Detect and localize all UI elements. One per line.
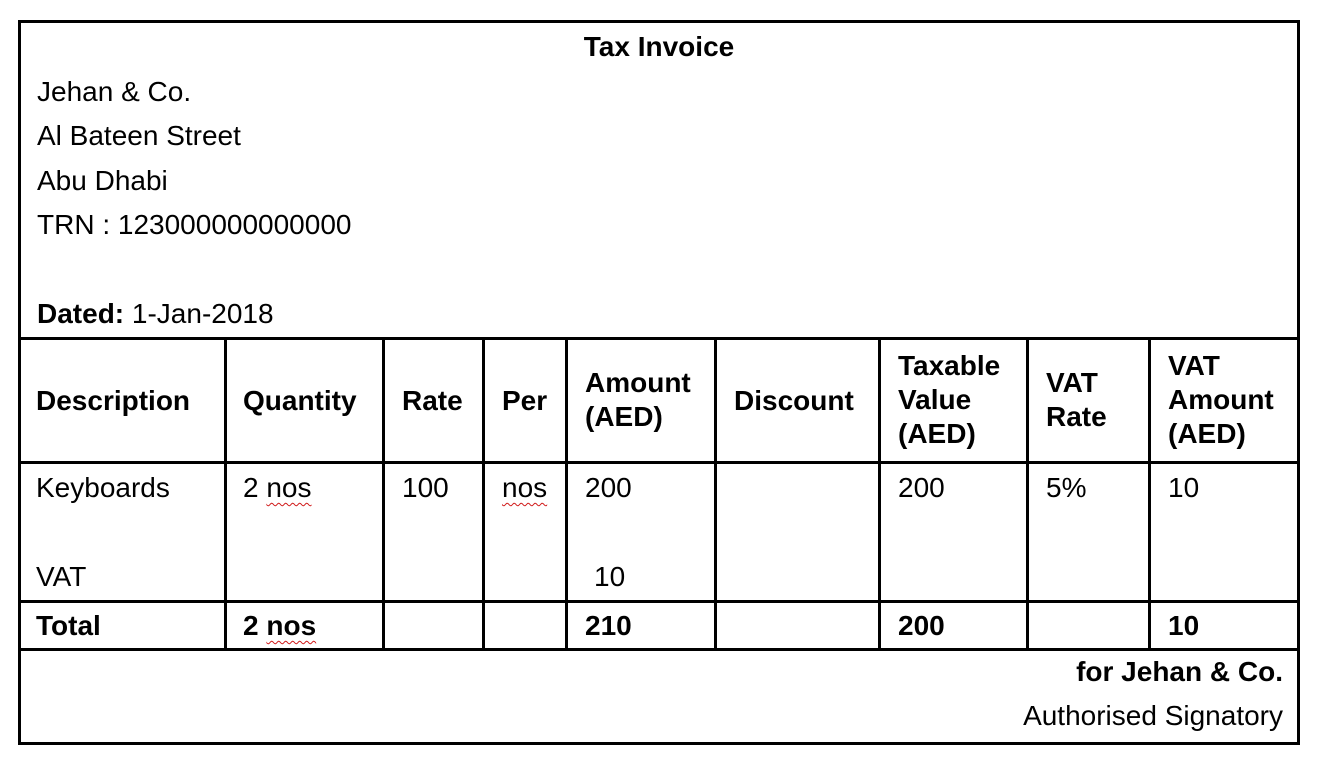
header-taxable-line2: Value [898,384,972,415]
total-quantity [243,609,316,643]
vat-row-label: VAT [36,561,87,592]
company-name: Jehan & Co. [37,76,192,107]
col-divider-6 [878,340,881,651]
header-vat-amount-line3: (AED) [1168,418,1246,449]
col-divider-7 [1026,340,1029,651]
invoice-frame [18,20,1300,745]
header-rate: Rate [402,385,463,416]
total-vat-amount: 10 [1168,610,1200,641]
header-discount: Discount [734,385,854,416]
header-taxable-value [898,349,1000,451]
col-divider-4 [565,340,568,651]
rule-total-bottom [21,648,1297,651]
company-street: Al Bateen Street [37,120,241,151]
header-amount-line2: (AED) [585,401,663,432]
total-taxable-value: 200 [898,610,945,641]
header-vat-amount [1168,349,1274,451]
total-quantity-unit: nos [266,610,317,641]
footer-for-company: for Jehan & Co. [1076,656,1283,687]
header-quantity: Quantity [243,385,357,416]
col-divider-2 [382,340,385,651]
item-quantity-unit: nos [266,472,312,503]
header-vat-rate-line2: Rate [1046,401,1107,432]
header-vat-amount-line2: Amount [1168,384,1274,415]
invoice-title: Tax Invoice [583,31,735,62]
company-trn: TRN : 123000000000000 [37,209,352,240]
header-description: Description [36,385,191,416]
dated-value: 1-Jan-2018 [124,298,274,329]
header-amount-line1: Amount [585,367,691,398]
invoice-header [21,23,1297,337]
item-vat-amount: 10 [1168,472,1200,503]
vat-row-amount: 10 [594,561,626,592]
header-taxable-line3: (AED) [898,418,976,449]
company-city: Abu Dhabi [37,165,168,196]
rule-column-header-bottom [21,461,1297,464]
header-vat-amount-line1: VAT [1168,350,1220,381]
invoice-date [37,298,274,330]
header-per: Per [502,385,548,416]
col-divider-8 [1148,340,1151,651]
col-divider-5 [714,340,717,651]
item-rate: 100 [402,472,449,503]
total-amount: 210 [585,610,632,641]
footer-signatory: Authorised Signatory [1023,700,1283,731]
col-divider-1 [224,340,227,651]
col-divider-3 [482,340,485,651]
item-quantity-number: 2 [243,472,259,503]
item-vat-rate: 5% [1046,472,1087,503]
header-vat-rate [1046,366,1107,434]
header-vat-rate-line1: VAT [1046,367,1098,398]
item-amount: 200 [585,472,632,503]
item-taxable-value: 200 [898,472,945,503]
item-description: Keyboards [36,472,170,503]
total-label: Total [36,610,101,641]
rule-items-bottom [21,600,1297,603]
dated-label: Dated: [37,298,125,329]
total-quantity-number: 2 [243,610,259,641]
header-amount [585,366,691,434]
rule-header-bottom [21,337,1297,340]
item-per: nos [502,472,548,503]
header-taxable-line1: Taxable [898,350,1001,381]
item-quantity [243,471,312,505]
